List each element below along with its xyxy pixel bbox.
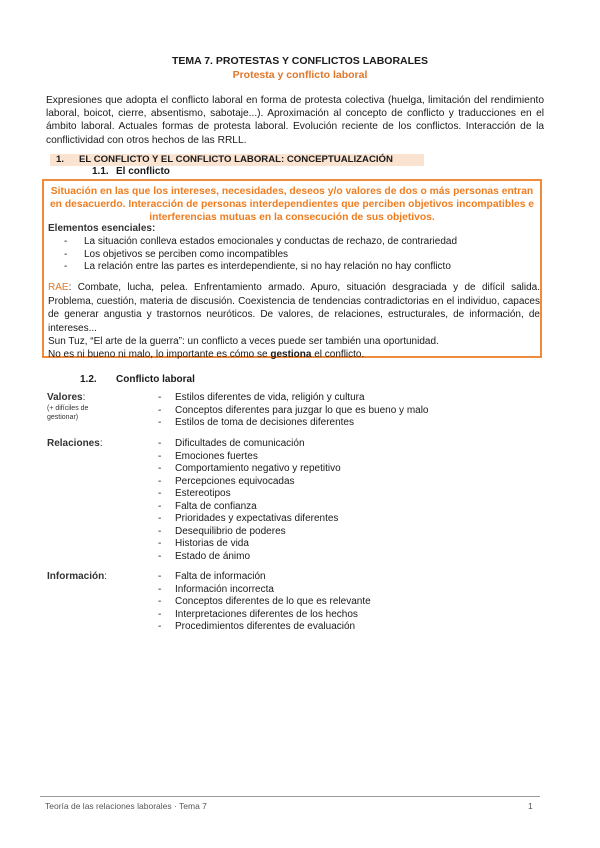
list-item: [158, 609, 371, 622]
dash-bullet: -: [64, 261, 68, 273]
dash-bullet: -: [158, 583, 162, 595]
gestiona-pre: No es ni bueno ni malo, lo importante es cómo se: [48, 349, 271, 360]
footer-divider: [40, 796, 540, 797]
list-item-text: Información incorrecta: [175, 583, 274, 595]
suntzu-line: Sun Tuz, “El arte de la guerra”: un conflicto a veces puede ser también una oportunidad.: [48, 336, 439, 347]
intro-paragraph: Expresiones que adopta el conflicto laboral en forma de protesta colectiva (huelga, limitación del rendimiento laboral, boicot, cierre, absentismo, sabotaje...). Aproximación al concepto de conflicto y traducciones en el ámbito laboral. Actuales formas de protesta laboral. Evolución reciente de los conflictos. Interacción de la conflictividad con otros hechos de las RRLL.: [46, 95, 544, 146]
list-item-text: Estado de ánimo: [175, 550, 251, 562]
rae-definition: [48, 281, 540, 335]
valores-label: [47, 392, 85, 403]
subsection-1-1-title: El conflicto: [116, 166, 170, 177]
page-title: TEMA 7. PROTESTAS Y CONFLICTOS LABORALES: [171, 55, 429, 67]
list-item-text: La relación entre las partes es interdependiente, si no hay relación no hay conflicto: [84, 261, 451, 273]
list-item-text: Conceptos diferentes de lo que es relevante: [175, 596, 371, 607]
list-item: [158, 571, 371, 584]
dash-bullet: -: [158, 488, 162, 499]
list-item: [158, 584, 371, 597]
conflict-definition-box: [42, 179, 542, 358]
list-item-text: Conceptos diferentes para juzgar lo que es bueno y malo: [175, 404, 429, 416]
list-item-text: Estereotipos: [175, 488, 231, 499]
list-item-text: Falta de información: [175, 571, 266, 582]
dash-bullet: -: [158, 404, 162, 416]
list-item-text: Emociones fuertes: [175, 450, 258, 462]
list-item: [158, 463, 341, 476]
list-item: [158, 596, 371, 609]
list-item-text: Falta de confianza: [175, 500, 257, 512]
list-item-text: Prioridades y expectativas diferentes: [175, 513, 339, 524]
dash-bullet: -: [158, 450, 162, 462]
subsection-1-1-number: 1.1.: [92, 166, 109, 177]
dash-bullet: -: [158, 608, 162, 620]
list-item: [158, 488, 341, 501]
relaciones-list: [158, 438, 341, 563]
dash-bullet: -: [158, 538, 162, 549]
list-item: [158, 501, 341, 514]
dash-bullet: -: [158, 513, 162, 524]
list-item: [158, 451, 341, 464]
section-1-title: EL CONFLICTO Y EL CONFLICTO LABORAL: CONCEPTUALIZACIÓN: [79, 154, 393, 165]
list-item-text: Estilos diferentes de vida, religión y cultura: [175, 392, 365, 403]
list-item: [158, 438, 341, 451]
section-1-heading: [50, 154, 424, 166]
list-item-text: La situación conlleva estados emocionales y conductas de rechazo, de contrariedad: [84, 236, 458, 247]
informacion-list: [158, 571, 371, 634]
list-item-text: Interpretaciones diferentes de los hechos: [175, 608, 358, 620]
subsection-1-2-title: Conflicto laboral: [116, 374, 195, 385]
valores-list: [158, 392, 429, 430]
conflict-definition: Situación en las que los intereses, necesidades, deseos y/o valores de dos o más personas entran en desacuerdo. Interacción de personas interdependientes que perciben objetivos incompatibles e interferencias mutuas en la consecución de sus objetivos.: [49, 186, 535, 223]
list-item: [158, 392, 429, 405]
relaciones-label-text: Relaciones: [47, 438, 100, 449]
footer-text: Teoría de las relaciones laborales · Tema 7: [45, 801, 207, 811]
list-item-text: Desequilibrio de poderes: [175, 525, 286, 537]
rae-label: RAE: [48, 282, 69, 293]
dash-bullet: -: [158, 463, 162, 474]
list-item: [158, 538, 341, 551]
list-item: [158, 513, 341, 526]
list-item: [158, 417, 429, 430]
dash-bullet: -: [158, 550, 162, 562]
dash-bullet: -: [158, 392, 162, 403]
list-item-text: Estilos de toma de decisiones diferentes: [175, 417, 354, 428]
dash-bullet: -: [64, 248, 68, 260]
dash-bullet: -: [158, 596, 162, 607]
valores-label-text: Valores: [47, 392, 83, 403]
list-item: [158, 526, 341, 539]
valores-colon: :: [82, 392, 86, 403]
dash-bullet: -: [158, 621, 162, 632]
essential-elements-label: Elementos esenciales:: [48, 223, 156, 234]
dash-bullet: -: [158, 475, 162, 487]
gestiona-word: gestiona: [270, 349, 312, 360]
gestiona-post: el conflicto.: [311, 349, 365, 360]
list-item-text: Dificultades de comunicación: [175, 438, 305, 449]
list-item-text: Procedimientos diferentes de evaluación: [175, 621, 356, 632]
rae-text: : Combate, lucha, pelea. Enfrentamiento armado. Apuro, situación desgraciada y de difícil salida. Problema, cuestión, materia de discusión. Coexistencia de tendencias contradictorias en el individuo, capaces de generar angustia y trastornos neuróticos. De valores, de relaciones, estructurales, de información, de intereses...: [48, 282, 540, 334]
list-item: [158, 405, 429, 418]
list-item: [158, 621, 371, 634]
dash-bullet: -: [64, 236, 68, 247]
list-item: [158, 551, 341, 564]
page-subtitle: Protesta y conflicto laboral: [232, 69, 368, 81]
informacion-colon: :: [104, 571, 108, 582]
gestiona-line: [48, 348, 540, 361]
list-item: [64, 261, 457, 274]
dash-bullet: -: [158, 525, 162, 537]
valores-note: (+ difíciles de gestionar): [47, 405, 89, 421]
dash-bullet: -: [158, 417, 162, 428]
list-item: [64, 249, 457, 262]
section-1-number: 1.: [56, 154, 65, 165]
list-item-text: Historias de vida: [175, 538, 249, 549]
informacion-label: [47, 571, 107, 582]
list-item-text: Percepciones equivocadas: [175, 475, 295, 487]
list-item-text: Los objetivos se perciben como incompatibles: [84, 248, 288, 260]
dash-bullet: -: [158, 571, 162, 582]
essential-elements-list: [64, 236, 457, 274]
list-item: [158, 476, 341, 489]
dash-bullet: -: [158, 500, 162, 512]
relaciones-colon: :: [99, 438, 103, 449]
dash-bullet: -: [158, 438, 162, 449]
list-item-text: Comportamiento negativo y repetitivo: [175, 463, 341, 474]
suntzu-quote: [48, 335, 540, 361]
page-number: 1: [528, 801, 533, 811]
relaciones-label: [47, 438, 103, 449]
list-item: [64, 236, 457, 249]
informacion-label-text: Información: [47, 571, 105, 582]
subsection-1-2-number: 1.2.: [80, 374, 97, 385]
